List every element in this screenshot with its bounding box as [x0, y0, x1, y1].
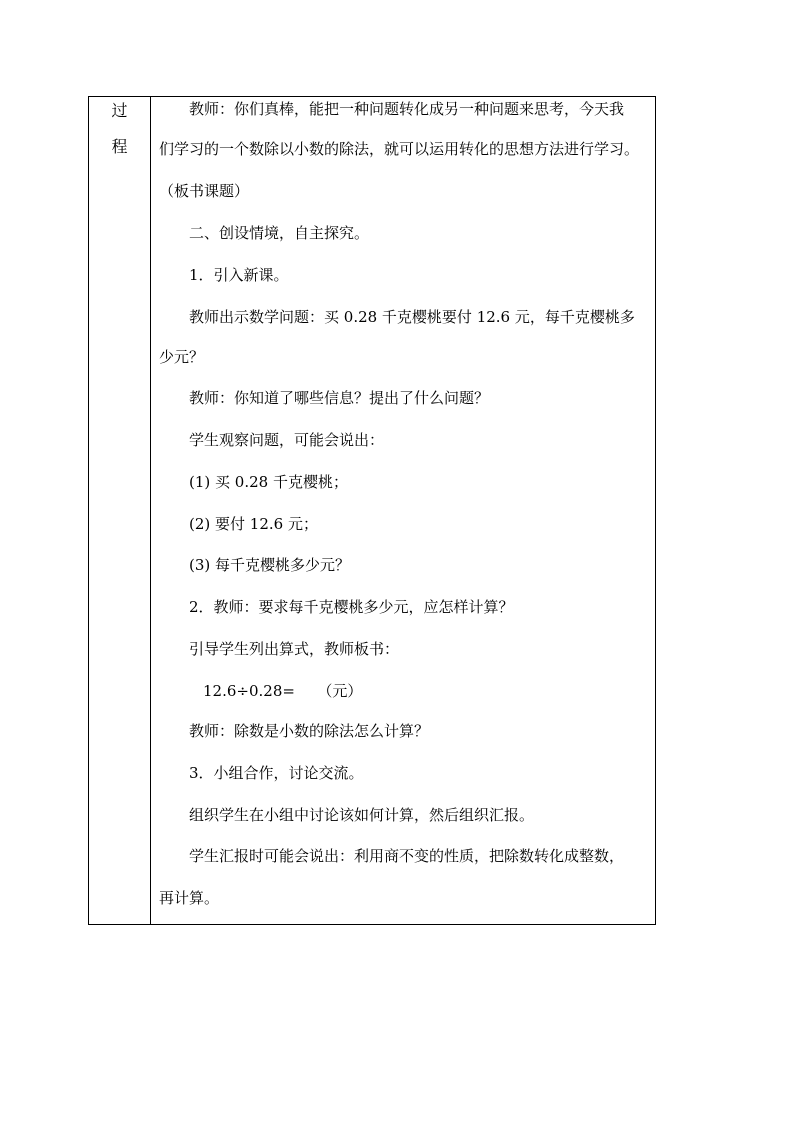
text-line-1: 教师：你们真棒，能把一种问题转化成另一种问题来思考，今天我: [189, 100, 625, 118]
text-line-16: 教师：除数是小数的除法怎么计算？: [189, 722, 430, 740]
text-line-13: 2．教师：要求每千克樱桃多少元，应怎样计算？: [189, 598, 514, 616]
text-line-7: 少元？: [159, 348, 205, 366]
column-divider: [150, 97, 151, 924]
text-line-9: 学生观察问题，可能会说出：: [189, 431, 385, 449]
text-line-19: 学生汇报时可能会说出：利用商不变的性质，把除数转化成整数，: [189, 847, 625, 865]
text-line-10: (1) 买 0.28 千克樱桃；: [189, 473, 348, 491]
equation-line: 12.6÷0.28= （元）: [203, 682, 363, 700]
text-line-11: (2) 要付 12.6 元；: [189, 515, 318, 533]
text-line-12: (3) 每千克樱桃多少元？: [189, 556, 351, 574]
left-label-2: 程: [111, 137, 128, 156]
text-line-2: 们学习的一个数除以小数的除法，就可以运用转化的思想方法进行学习。: [159, 140, 640, 158]
left-label-1: 过: [111, 101, 128, 120]
text-line-14: 引导学生列出算式，教师板书：: [189, 640, 400, 658]
text-line-18: 组织学生在小组中讨论该如何计算，然后组织汇报。: [189, 806, 535, 824]
text-line-20: 再计算。: [159, 889, 220, 907]
text-line-6: 教师出示数学问题：买 0.28 千克樱桃要付 12.6 元，每千克樱桃多: [189, 308, 635, 326]
text-line-3: （板书课题）: [159, 182, 250, 200]
text-line-5: 1．引入新课。: [189, 266, 289, 284]
text-line-17: 3．小组合作，讨论交流。: [189, 764, 364, 782]
text-line-8: 教师：你知道了哪些信息？提出了什么问题？: [189, 389, 490, 407]
text-line-4: 二、创设情境，自主探究。: [189, 224, 370, 242]
lesson-table: [88, 96, 656, 925]
